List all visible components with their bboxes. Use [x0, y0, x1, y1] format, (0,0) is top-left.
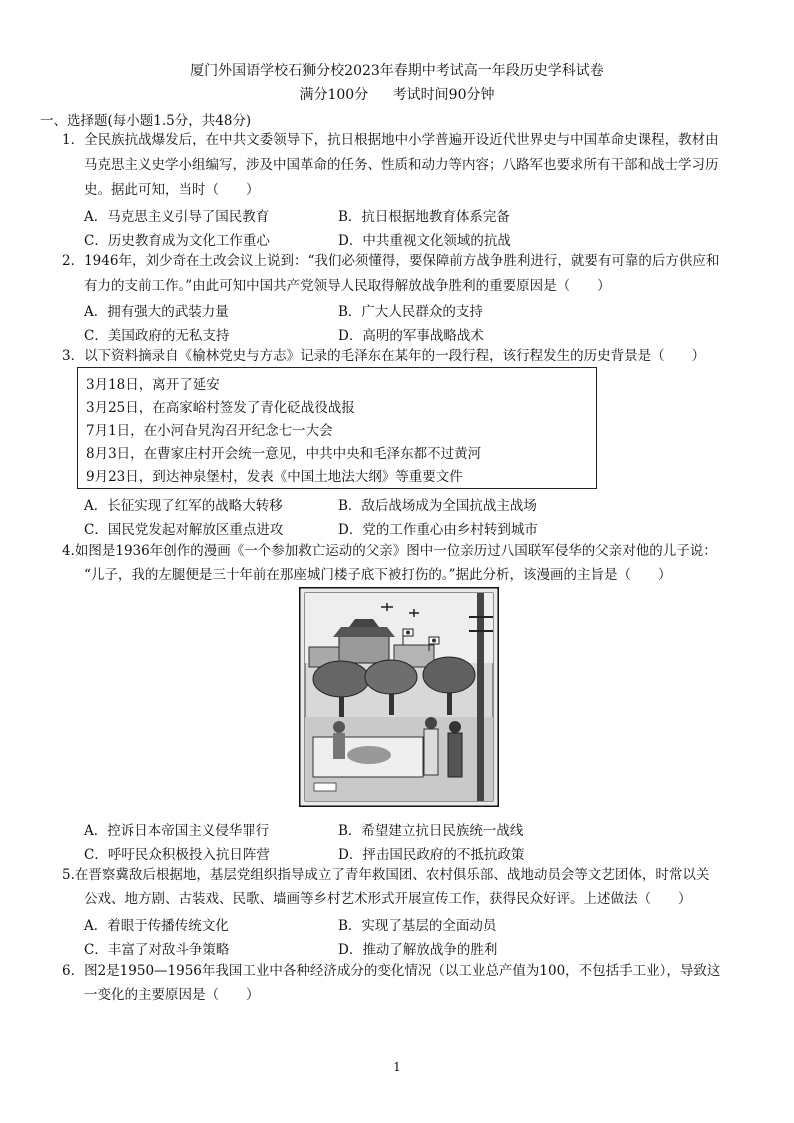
- itinerary-entry: 8月3日，在曹家庄村开会统一意见，中共中央和毛泽东都不过黄河: [86, 446, 482, 462]
- q1-option-c: C．历史教育成为文化工作重心: [84, 233, 270, 249]
- q2-option-d: D．高明的军事战略战术: [338, 328, 484, 344]
- q4-option-c: C．呼吁民众积极投入抗日阵营: [84, 847, 270, 863]
- itinerary-entry: 3月18日，离开了延安: [86, 377, 220, 393]
- q1-line: 史。据此可知，当时（ ）: [84, 182, 260, 198]
- q3-line: 3．以下资料摘录自《榆林党史与方志》记录的毛泽东在某年的一段行程，该行程发生的历史背景是（ ）: [62, 348, 706, 364]
- itinerary-entry: 9月23日，到达神泉堡村，发表《中国土地法大纲》等重要文件: [86, 469, 463, 485]
- q2-option-c: C．美国政府的无私支持: [84, 328, 230, 344]
- q1-option-b: B．抗日根据地教育体系完备: [338, 209, 510, 225]
- q3-option-d: D．党的工作重心由乡村转到城市: [338, 522, 538, 538]
- q5-line: 5.在晋察冀敌后根据地，基层党组织指导成立了青年救国团、农村俱乐部、战地动员会等文艺团体，时常以关: [62, 867, 710, 883]
- itinerary-entry: 7月1日，在小河旮旯沟召开纪念七一大会: [86, 423, 333, 439]
- exam-time: 考试时间90分钟: [392, 87, 495, 103]
- q4-option-b: B．希望建立抗日民族统一战线: [338, 823, 524, 839]
- exam-subtitle: [0, 84, 794, 104]
- q1-option-d: D．中共重视文化领域的抗战: [338, 233, 511, 249]
- q5-option-a: A．着眼于传播传统文化: [84, 918, 229, 934]
- q3-option-a: A．长征实现了红军的战略大转移: [84, 498, 283, 514]
- q2-option-a: A．拥有强大的武装力量: [84, 304, 229, 320]
- q4-option-a: A．控诉日本帝国主义侵华罪行: [84, 823, 270, 839]
- page-number: 1: [393, 1060, 401, 1074]
- q5-option-d: D．推动了解放战争的胜利: [338, 942, 498, 958]
- q6-line: 一变化的主要原因是（ ）: [84, 987, 260, 1003]
- full-score: 满分100分: [299, 87, 369, 103]
- q3-option-b: B．敌后战场成为全国抗战主战场: [338, 498, 537, 514]
- q4-option-d: D．抨击国民政府的不抵抗政策: [338, 847, 525, 863]
- q1-line: 1．全民族抗战爆发后，在中共文委领导下，抗日根据地中小学普遍开设近代世界史与中国革命史课程，教材由: [62, 132, 719, 148]
- q4-line: 4.如图是1936年创作的漫画《一个参加救亡运动的父亲》图中一位亲历过八国联军侵华的父亲对他的儿子说：: [62, 543, 717, 559]
- section-heading: 一、选择题(每小题1.5分，共48分): [40, 113, 252, 129]
- q2-option-b: B．广大人民群众的支持: [338, 304, 483, 320]
- q3-option-c: C．国民党发起对解放区重点进攻: [84, 522, 284, 538]
- exam-title: 厦门外国语学校石狮分校2023年春期中考试高一年段历史学科试卷: [190, 63, 604, 79]
- q2-line: 有力的支前工作。”由此可知中国共产党领导人民取得解放战争胜利的重要原因是（ ）: [84, 278, 611, 294]
- q5-option-c: C．丰富了对敌斗争策略: [84, 942, 230, 958]
- q5-option-b: B．实现了基层的全面动员: [338, 918, 497, 934]
- q1-line: 马克思主义史学小组编写，涉及中国革命的任务、性质和动力等内容；八路军也要求所有干部和战士学习历: [84, 157, 719, 173]
- q2-line: 2．1946年，刘少奇在土改会议上说到：“我们必须懂得，要保障前方战争胜利进行，就要有可靠的后方供应和: [62, 253, 720, 269]
- q1-option-a: A．马克思主义引导了国民教育: [84, 209, 270, 225]
- itinerary-entry: 3月25日，在高家峪村签发了青化砭战役战报: [86, 400, 355, 416]
- q4-line: “儿子，我的左腿便是三十年前在那座城门楼子底下被打伤的。”据此分析，该漫画的主旨是（ ）: [84, 567, 672, 583]
- q5-line: 公戏、地方剧、古装戏、民歌、墙画等乡村艺术形式开展宣传工作，获得民众好评。上述做法（ ）: [84, 891, 692, 907]
- q6-line: 6．图2是1950—1956年我国工业中各种经济成分的变化情况（以工业总产值为100，不包括手工业），导致这: [62, 963, 721, 979]
- cartoon-image: [299, 587, 499, 807]
- q3-itinerary-box: [77, 367, 597, 489]
